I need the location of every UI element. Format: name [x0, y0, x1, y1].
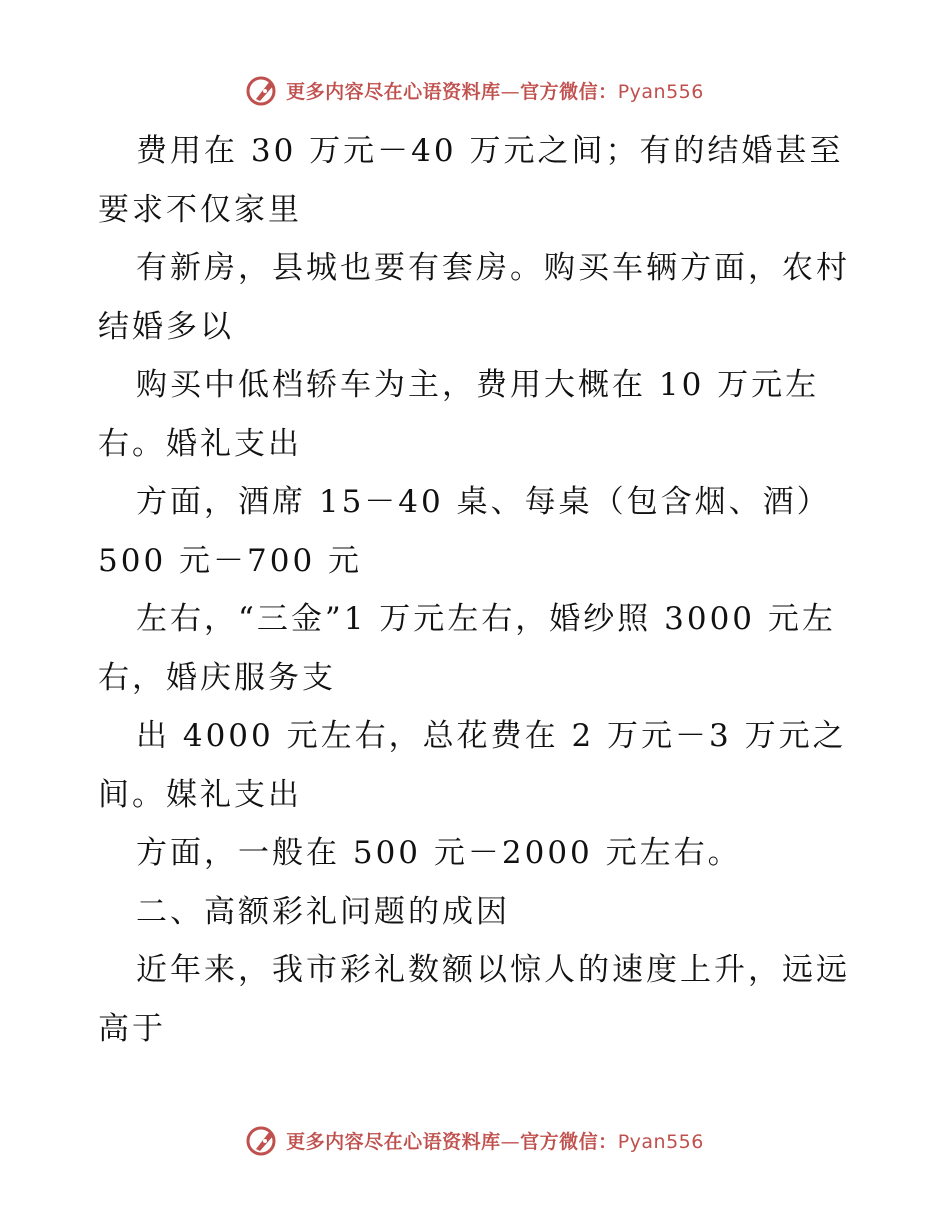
text-line: 右。婚礼支出 — [98, 425, 302, 462]
watermark-cn-text: 更多内容尽在心语资料库 — [286, 80, 501, 103]
text-line: 方面，酒席 15－40 桌、每桌（包含烟、酒） — [136, 484, 831, 520]
watermark-suffix: 官方微信： — [520, 80, 618, 103]
text-line: 高于 — [98, 1010, 166, 1047]
watermark-text — [286, 77, 704, 104]
watermark-cn-text: 更多内容尽在心语资料库 — [286, 1130, 501, 1153]
header-watermark — [0, 70, 950, 110]
watermark-wechat-id: Pyan556 — [617, 1130, 704, 1153]
watermark-dash: — — [500, 1130, 521, 1153]
text-line: 方面，一般在 500 元－2000 元左右。 — [136, 835, 742, 871]
watermark-wechat-id: Pyan556 — [617, 80, 704, 103]
text-line: 间。媒礼支出 — [98, 776, 302, 813]
text-line: 500 元－700 元 — [98, 542, 363, 579]
watermark-suffix: 官方微信： — [520, 1130, 618, 1153]
text-line: 结婚多以 — [98, 308, 234, 345]
watermark-dash: — — [500, 80, 521, 103]
footer-watermark — [0, 1120, 950, 1160]
pen-nib-circle-icon — [246, 1123, 280, 1157]
text-line: 近年来，我市彩礼数额以惊人的速度上升，远远 — [136, 952, 850, 988]
text-line: 出 4000 元左右，总花费在 2 万元－3 万元之 — [136, 718, 847, 754]
text-line: 费用在 30 万元－40 万元之间；有的结婚甚至 — [136, 133, 844, 169]
text-line: 左右，“三金”1 万元左右，婚纱照 3000 元左 — [136, 601, 836, 637]
text-line: 有新房，县城也要有套房。购买车辆方面，农村 — [136, 250, 850, 286]
document-body — [98, 122, 878, 1058]
section-heading: 二、高额彩礼问题的成因 — [136, 893, 510, 930]
watermark-text — [286, 1127, 704, 1154]
text-line: 右，婚庆服务支 — [98, 659, 336, 696]
text-line: 购买中低档轿车为主，费用大概在 10 万元左 — [136, 367, 820, 403]
text-line: 要求不仅家里 — [98, 191, 302, 228]
pen-nib-circle-icon — [246, 73, 280, 107]
